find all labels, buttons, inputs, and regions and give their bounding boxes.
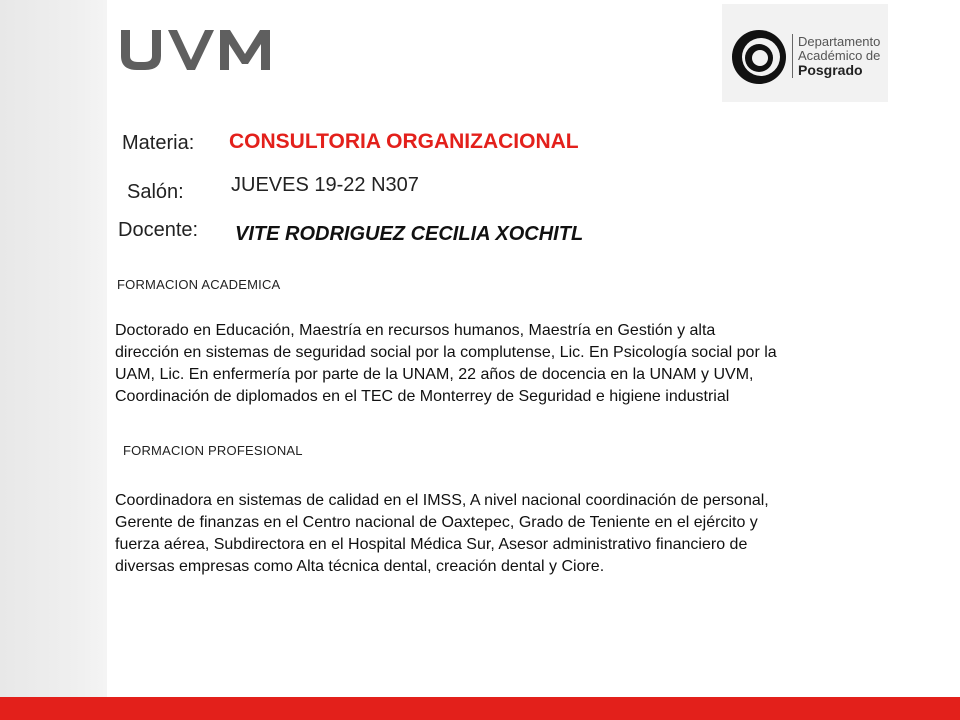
academica-line: Coordinación de diplomados en el TEC de Monterrey de Seguridad e higiene industrial (115, 388, 730, 405)
docente-label: Docente: (118, 219, 199, 241)
salon-label: Salón: (127, 181, 184, 203)
posgrado-line-2: Académico de (798, 48, 881, 63)
academica-line: Doctorado en Educación, Maestría en recursos humanos, Maestría en Gestión y alta (115, 322, 716, 339)
posgrado-divider (792, 34, 793, 78)
profesional-line: Gerente de finanzas en el Centro nacional de Oaxtepec, Grado de Teniente en el ejército y (115, 514, 758, 531)
posgrado-line-3: Posgrado (798, 62, 863, 78)
academica-line: UAM, Lic. En enfermería por parte de la UNAM, 22 años de docencia en la UNAM y UVM, (115, 366, 754, 383)
left-side-band (0, 0, 107, 697)
profesional-line: fuerza aérea, Subdirectora en el Hospital Médica Sur, Asesor administrativo financiero de (115, 536, 748, 553)
profesional-heading: FORMACION PROFESIONAL (123, 443, 303, 458)
materia-value: CONSULTORIA ORGANIZACIONAL (229, 130, 579, 153)
academica-line: dirección en sistemas de seguridad social por la complutense, Lic. En Psicología social por la (115, 344, 777, 361)
profesional-paragraph (115, 490, 769, 578)
posgrado-text (798, 35, 880, 77)
profesional-line: Coordinadora en sistemas de calidad en el IMSS, A nivel nacional coordinación de personal, (115, 492, 769, 509)
materia-label: Materia: (122, 132, 195, 154)
uvm-logo (118, 26, 274, 74)
salon-value: JUEVES 19-22 N307 (231, 174, 419, 196)
academica-paragraph (115, 320, 777, 408)
posgrado-logo-box (722, 4, 888, 102)
docente-value: VITE RODRIGUEZ CECILIA XOCHITL (235, 223, 584, 245)
posgrado-emblem-icon (730, 28, 788, 86)
bottom-red-band (0, 697, 960, 720)
academica-heading: FORMACION ACADEMICA (117, 277, 281, 292)
profesional-line: diversas empresas como Alta técnica dental, creación dental y Ciore. (115, 558, 605, 575)
posgrado-line-1: Departamento (798, 34, 881, 49)
